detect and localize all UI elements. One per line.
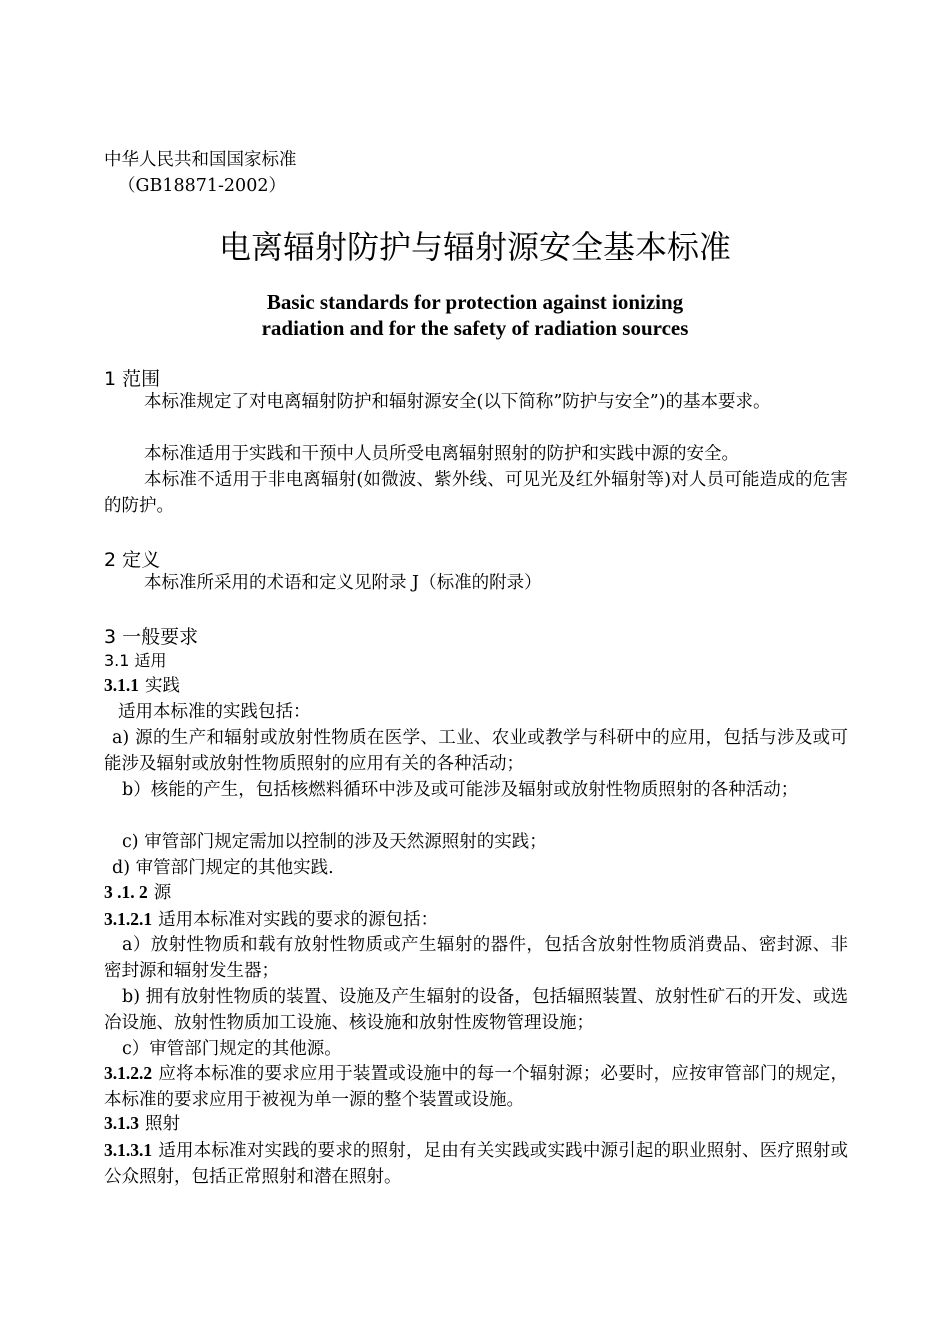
clause-3-1-3-1-number: 3.1.3.1 <box>104 1140 153 1160</box>
subsection-3-1-2-number: 3 .1. 2 <box>104 882 148 902</box>
document-title-cn: 电离辐射防护与辐射源安全基本标准 <box>218 228 731 266</box>
source-item-c: c）审管部门规定的其他源。 <box>122 1039 342 1059</box>
subsection-3-1-3-heading <box>104 1111 180 1136</box>
section-1-paragraph-2: 本标准适用于实践和干预中人员所受电离辐射照射的防护和实践中源的安全。 <box>144 444 739 464</box>
section-2-paragraph-1: 本标准所采用的术语和定义见附录 J（标准的附录） <box>144 573 542 593</box>
clause-3-1-3-1-text: 适用本标准对实践的要求的照射，足由有关实践或实践中源引起的职业照射、医疗照射或公众照射，包括正常照射和潜在照射。 <box>104 1141 848 1187</box>
clause-3-1-3-1 <box>104 1137 848 1190</box>
subsection-3-1-heading: 3.1 适用 <box>104 651 167 670</box>
subsection-3-1-1-number: 3.1.1 <box>104 675 139 695</box>
practice-item-a: a) 源的生产和辐射或放射性物质在医学、工业、农业或教学与科研中的应用，包括与涉及或可能涉及辐射或放射性物质照射的应用有关的各种活动； <box>104 728 848 774</box>
section-3-heading: 3 一般要求 <box>104 626 199 648</box>
subsection-3-1-1-heading <box>104 673 180 698</box>
section-1-paragraph-1: 本标准规定了对电离辐射防护和辐射源安全(以下简称”防护与安全”)的基本要求。 <box>144 392 771 412</box>
clause-3-1-2-1-text: 适用本标准对实践的要求的源包括： <box>158 910 439 930</box>
section-1-paragraph-3: 本标准不适用于非电离辐射(如微波、紫外线、可见光及红外辐射等)对人员可能造成的危害的防护。 <box>104 470 848 516</box>
subsection-3-1-2-title: 源 <box>153 883 172 903</box>
source-item-b: b) 拥有放射性物质的装置、设施及产生辐射的设备，包括辐照装置、放射性矿石的开发、或选冶设施、放射性物质加工设施、核设施和放射性废物管理设施； <box>104 987 848 1033</box>
section-2-heading: 2 定义 <box>104 549 161 571</box>
document-title-en-line2: radiation and for the safety of radiation sources <box>261 316 689 340</box>
clause-3-1-2-2 <box>104 1060 848 1113</box>
document-title-en-line1: Basic standards for protection against ionizing <box>266 290 684 314</box>
standard-org: 中华人民共和国国家标准 <box>104 150 297 170</box>
practice-intro: 适用本标准的实践包括： <box>118 702 311 722</box>
practice-item-c: c) 审管部门规定需加以控制的涉及天然源照射的实践； <box>122 832 547 852</box>
subsection-3-1-3-number: 3.1.3 <box>104 1113 139 1133</box>
subsection-3-1-2-heading <box>104 880 171 905</box>
source-item-a: a）放射性物质和载有放射性物质或产生辐射的器件，包括含放射性物质消费品、密封源、非密封源和辐射发生器； <box>104 935 848 981</box>
subsection-3-1-3-title: 照射 <box>145 1114 180 1134</box>
clause-3-1-2-1-number: 3.1.2.1 <box>104 909 153 929</box>
clause-3-1-2-1 <box>104 906 848 933</box>
section-1-heading: 1 范围 <box>104 368 161 390</box>
practice-item-d: d) 审管部门规定的其他实践. <box>112 858 334 878</box>
standard-code: （GB18871-2002） <box>118 176 286 196</box>
subsection-3-1-1-title: 实践 <box>145 676 180 696</box>
clause-3-1-2-2-number: 3.1.2.2 <box>104 1063 153 1083</box>
clause-3-1-2-2-text: 应将本标准的要求应用于装置或设施中的每一个辐射源；必要时，应按审管部门的规定，本标准的要求应用于被视为单一源的整个装置或设施。 <box>104 1064 848 1110</box>
practice-item-b: b）核能的产生，包括核燃料循环中涉及或可能涉及辐射或放射性物质照射的各种活动； <box>122 780 799 800</box>
